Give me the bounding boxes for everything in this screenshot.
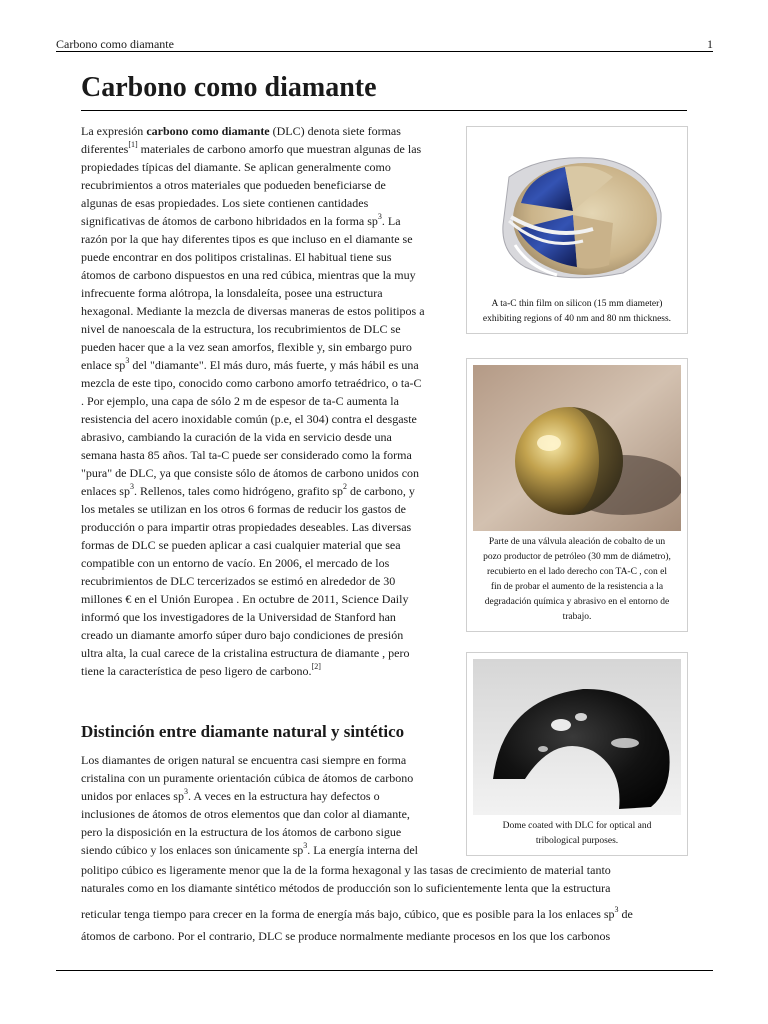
text-line: propiedades típicas del diamante. Se aplican generalmente como <box>81 160 391 174</box>
text-line: pueden hacer que a la vez sean amorfos, flexible y, sin embargo puro <box>81 340 412 354</box>
text-line: creado un diamante amorfo súper duro bajo condiciones de presión <box>81 628 404 642</box>
text-line: reticular tenga tiempo para crecer en la forma de energía más bajo, cúbico, que es posible para la los enlaces $sp^3$ de <box>81 905 633 921</box>
text-line: puede encontrar en dos politipos cristalinas. El habitual tiene sus <box>81 250 392 264</box>
citation-link[interactable]: [1] <box>128 140 138 149</box>
article-title: Carbono como diamante <box>81 72 377 103</box>
bold-term: carbono como diamante <box>146 124 270 138</box>
text-line: algunas de esas propiedades. Los siete contienen cantidades <box>81 196 369 210</box>
text-line: informó que los investigadores de la Universidad de Stanford han <box>81 610 396 624</box>
text-line: resistencia del acero inoxidable común (p.e, el 304) contra el desgaste <box>81 412 417 426</box>
text-line: recubrimientos a otros materiales que podueden beneficiarse de <box>81 178 386 192</box>
page-number: 1 <box>707 37 713 51</box>
figure-caption: Dome coated with DLC for optical and tribological purposes. <box>502 821 652 846</box>
text-line: compatible con un entorno de vacío. En 2006, el mercado de los <box>81 556 390 570</box>
text-line: unidos por enlaces $sp^3$. A veces en la estructura hay defectos o <box>81 787 380 803</box>
text-line: enlace $sp^3$ del "diamante". El más duro, más fuerte, y más hábil es una <box>81 356 419 372</box>
valve-ball-image <box>473 365 681 531</box>
text-line: átomos de carbono dispuestos en una red cúbica, mientras que la muy <box>81 268 416 282</box>
text-line: abrasivo, cambiando la curación de la vida en servicio desde una <box>81 430 392 444</box>
text-line: "pura" de DLC, ya que consiste sólo de átomos de carbono unidos con <box>81 466 420 480</box>
text-line: . Por ejemplo, una capa de sólo 2 m de espesor de ta-C aumenta la <box>81 394 399 408</box>
text-line: enlaces $sp^3$. Rellenos, tales como hidrógeno, grafito $sp^2$ de carbono, y <box>81 482 415 498</box>
text-line: recubrimientos de DLC tercerizados se estimó en alrededor de 30 <box>81 574 396 588</box>
text-line: mezcla de este tipo, conocido como carbono amorfo tetraédrico, o ta-C <box>81 376 422 390</box>
citation-link[interactable]: [2] <box>311 662 321 671</box>
text-line: átomos de carbono. Por el contrario, DLC se produce normalmente mediante procesos en los que los carbonos <box>81 929 611 943</box>
section-heading: Distinción entre diamante natural y sintético <box>81 722 405 741</box>
text-line: ultra alta, la cual carece de la cristalina estructura de diamante , pero <box>81 646 410 660</box>
text-line: tiene la característica de peso ligero de carbono.[2] <box>81 662 321 678</box>
figure-caption: A ta-C thin film on silicon (15 mm diameter) exhibiting regions of 40 nm and 80 nm thickness. <box>482 299 672 324</box>
figure-caption: Parte de una válvula aleación de cobalto de un pozo productor de petróleo (30 mm de diámetro), recubierto en el lado derecho con TA-C , con el fin de probar el aumento de la resistencia a la degradación química y abrasivo en el entorno de trabajo. <box>483 537 671 622</box>
text-line: naturales como en los diamante sintético métodos de producción son lo suficientemente lenta que la estructura <box>81 881 611 895</box>
text-line: La expresión carbono como diamante (DLC) denota siete formas <box>81 124 401 138</box>
text-line: politipo cúbico es ligeramente menor que la de la forma hexagonal y las tasas de crecimiento de material tanto <box>81 863 611 877</box>
figure-dlc-dome <box>466 652 688 856</box>
running-title: Carbono como diamante <box>56 37 174 51</box>
text-line: semana hasta 85 años. Tal ta-C puede ser considerado como la forma <box>81 448 412 462</box>
text-line: pero la disposición en la estructura de los átomos de carbono sigue <box>81 825 402 839</box>
film-wafer-image <box>473 133 681 293</box>
text-line: hexagonal. Mediante la mezcla de diversas maneras de estos politipos a <box>81 304 425 318</box>
text-line: formas de DLC se pueden aplicar a casi cualquier material que sea <box>81 538 401 552</box>
running-header <box>56 36 713 52</box>
text-line: infrecuente forma alótropa, la lonsdaleíta, posee una estructura <box>81 286 383 300</box>
text-line: Los diamantes de origen natural se encuentra casi siempre en forma <box>81 753 407 767</box>
text-line: producción o para impartir otras propiedades deseables. Las diversas <box>81 520 412 534</box>
text-line: millones € en el Unión Europea . En octubre de 2011, Science Daily <box>81 592 409 606</box>
text-line: los metales se utilizan en los otros 6 formas de reducir los gastos de <box>81 502 406 516</box>
text-line: significativas de átomos de carbono hibridados en la forma $sp^3$. La <box>81 212 401 228</box>
text-line: diferentes[1] materiales de carbono amorfo que muestran algunas de las <box>81 140 422 156</box>
text-line: siendo cúbico y los enlaces son únicamente $sp^3$. La energía interna del <box>81 841 419 857</box>
text-line: nivel de nanoescala de la estructura, los recubrimientos de DLC se <box>81 322 401 336</box>
text-line: inclusiones de átomos de otros elementos que dan color al diamante, <box>81 807 410 821</box>
dlc-dome-image <box>473 659 681 815</box>
header-rule <box>56 51 713 52</box>
footer-rule <box>56 970 713 971</box>
text-line: cristalina con un puramente orientación cúbica de átomos de carbono <box>81 771 414 785</box>
title-rule <box>81 110 687 111</box>
text-line: razón por la que hay diferentes tipos es que incluso en el diamante se <box>81 232 413 246</box>
figure-valve-ball <box>466 358 688 632</box>
figure-ta-c-film <box>466 126 688 334</box>
